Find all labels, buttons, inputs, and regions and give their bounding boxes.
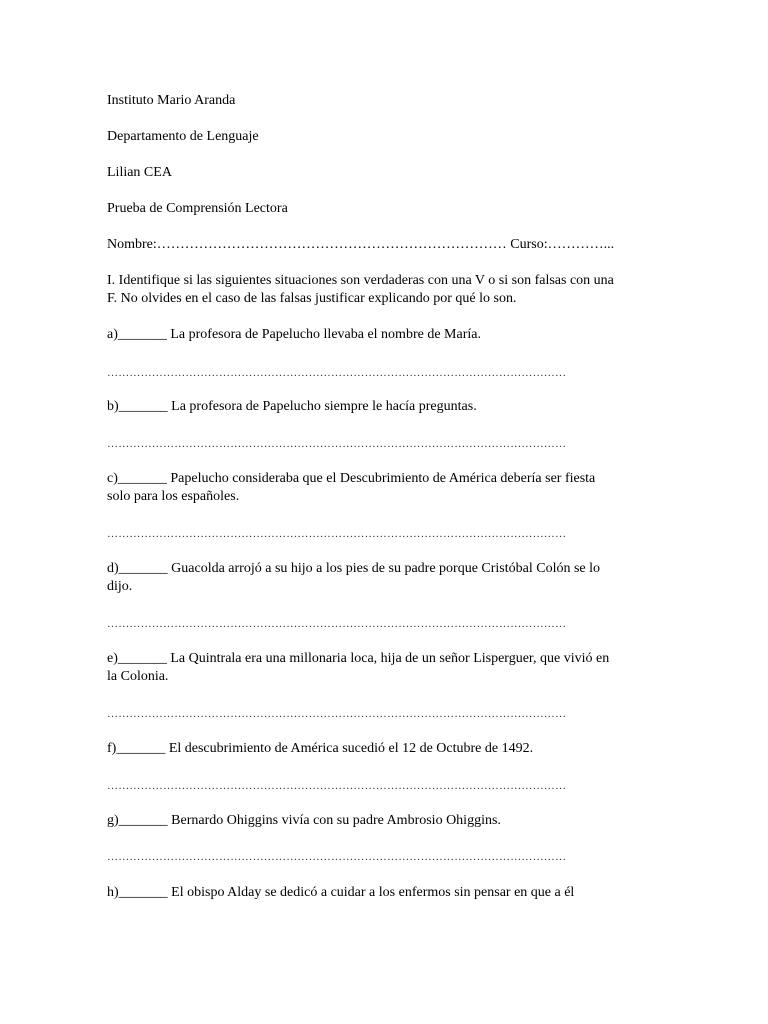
question-d-line-1: d)_______ Guacolda arrojó a su hijo a los pies de su padre porque Cristóbal Colón se lo: [107, 561, 601, 576]
question-e-line-2: la Colonia.: [107, 669, 169, 684]
question-h-line-1: h)_______ El obispo Alday se dedicó a cuidar a los enfermos sin pensar en que a él: [107, 885, 575, 900]
answer-line-f: ……………………………………………………………………………………………………………: [107, 780, 567, 792]
question-b: b)_______ La profesora de Papelucho siempre le hacía preguntas.: [107, 399, 477, 414]
instructions-line-1: I. Identifique si las siguientes situaciones son verdaderas con una V o si son falsas con una: [107, 273, 614, 288]
question-f: f)_______ El descubrimiento de América sucedió el 12 de Octubre de 1492.: [107, 741, 534, 756]
answer-line-b: ……………………………………………………………………………………………………………: [107, 438, 567, 450]
answer-line-g: ……………………………………………………………………………………………………………: [107, 851, 567, 863]
answer-line-c: ……………………………………………………………………………………………………………: [107, 528, 567, 540]
question-a: a)_______ La profesora de Papelucho llevaba el nombre de María.: [107, 327, 481, 342]
answer-line-a: ……………………………………………………………………………………………………………: [107, 367, 567, 379]
answer-line-d: ……………………………………………………………………………………………………………: [107, 618, 567, 630]
answer-line-e: ……………………………………………………………………………………………………………: [107, 708, 567, 720]
question-e-line-1: e)_______ La Quintrala era una millonaria loca, hija de un señor Lisperguer, que vivió en: [107, 651, 610, 666]
department-name: Departamento de Lenguaje: [107, 129, 259, 144]
question-g: g)_______ Bernardo Ohiggins vivía con su padre Ambrosio Ohiggins.: [107, 813, 501, 828]
teacher-name: Lilian CEA: [107, 165, 172, 180]
institution-name: Instituto Mario Aranda: [107, 93, 236, 108]
test-title: Prueba de Comprensión Lectora: [107, 201, 288, 216]
question-c-line-1: c)_______ Papelucho consideraba que el Descubrimiento de América debería ser fiesta: [107, 471, 596, 486]
question-d-line-2: dijo.: [107, 579, 133, 594]
question-c-line-2: solo para los españoles.: [107, 489, 240, 504]
instructions-line-2: F. No olvides en el caso de las falsas justificar explicando por qué lo son.: [107, 291, 517, 306]
name-course-field: Nombre:………………………………………………………………… Curso:…………...: [107, 237, 615, 252]
